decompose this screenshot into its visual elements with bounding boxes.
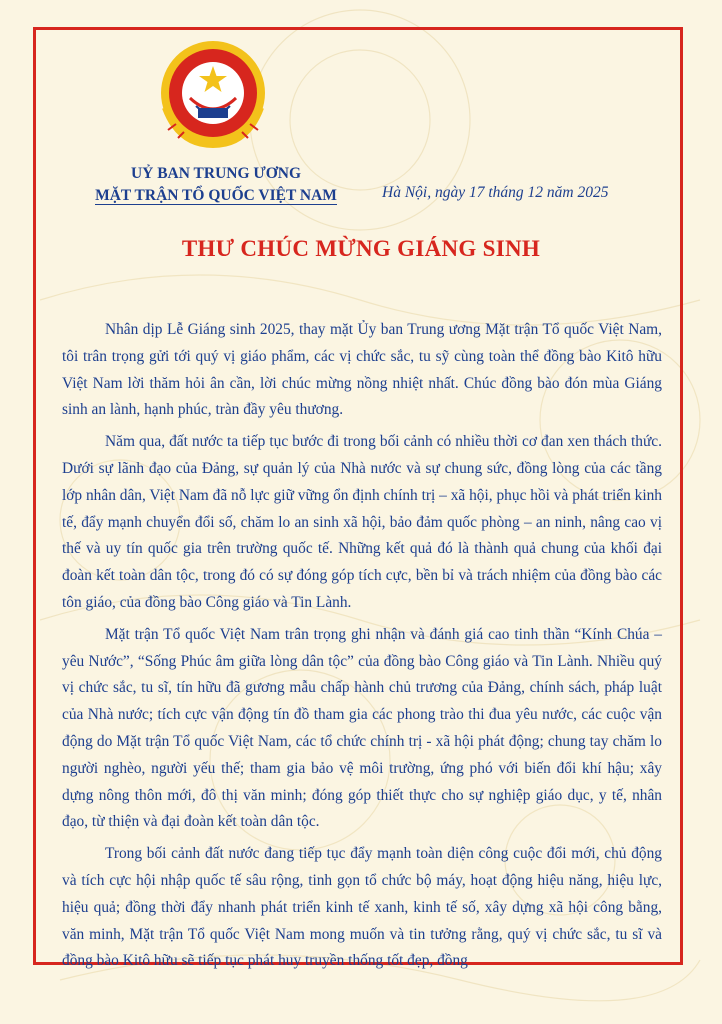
- paragraph: Năm qua, đất nước ta tiếp tục bước đi trong bối cảnh có nhiều thời cơ đan xen thách thức. Dưới sự lãnh đạo của Đảng, sự quản lý của Nhà nước và sự chung sức, đồng lòng của các tầng lớp nhân dân, Việt Nam đã nỗ lực giữ vững ổn định chính trị – xã hội, phục hồi và phát triển kinh tế, đẩy mạnh chuyển đổi số, chăm lo an sinh xã hội, bảo đảm quốc phòng – an ninh, nâng cao vị thế và uy tín quốc gia trên trường quốc tế. Những kết quả đó là thành quả chung của khối đại đoàn kết toàn dân tộc, trong đó có sự đóng góp tích cực, bền bỉ và trách nhiệm của đồng bào các tôn giáo, của đồng bào Công giáo và Tin Lành.: [62, 433, 662, 611]
- letter-title: THƯ CHÚC MỪNG GIÁNG SINH: [181, 236, 541, 261]
- paragraph: Mặt trận Tổ quốc Việt Nam trân trọng ghi nhận và đánh giá cao tinh thần “Kính Chúa – yêu Nước”, “Sống Phúc âm giữa lòng dân tộc” của đồng bào Công giáo và Tin Lành. Nhiều quý vị chức sắc, tu sĩ, tín hữu đã gương mẫu chấp hành chủ trương của Đảng, chính sách, pháp luật của Nhà nước; tích cực vận động tín đồ tham gia các phong trào thi đua yêu nước, các cuộc vận động do Mặt trận Tổ quốc Việt Nam, các tổ chức chính trị - xã hội phát động; chung tay chăm lo người nghèo, người yếu thế; tham gia bảo vệ môi trường, ứng phó với biến đổi khí hậu; xây dựng nông thôn mới, đô thị văn minh; đóng góp thiết thực cho sự nghiệp giáo dục, y tế, nhân đạo, từ thiện và đại đoàn kết toàn dân tộc.: [62, 625, 662, 831]
- org-line-1: UỶ BAN TRUNG ƯƠNG: [130, 165, 302, 182]
- paragraph: Nhân dịp Lễ Giáng sinh 2025, thay mặt Ủy ban Trung ương Mặt trận Tổ quốc Việt Nam, tôi trân trọng gửi tới quý vị giáo phẩm, các vị chức sắc, tu sỹ cùng toàn thể đồng bào Kitô hữu Việt Nam lời thăm hỏi ân cần, lời chúc mừng nồng nhiệt nhất. Chúc đồng bào đón mùa Giáng sinh an lành, hạnh phúc, tràn đầy yêu thương.: [62, 321, 662, 419]
- org-line-2-text: MẶT TRẬN TỔ QUỐC VIỆT NAM: [95, 187, 337, 204]
- emblem-logo: [158, 38, 268, 158]
- organization-name: [72, 163, 360, 207]
- paragraph: Trong bối cảnh đất nước đang tiếp tục đẩy mạnh toàn diện công cuộc đổi mới, chủ động và tích cực hội nhập quốc tế sâu rộng, tinh gọn tổ chức bộ máy, hoạt động hiệu năng, hiệu lực, hiệu quả; đồng thời đẩy nhanh phát triển kinh tế xanh, kinh tế số, xây dựng xã hội công bằng, văn minh, Mặt trận Tổ quốc Việt Nam mong muốn và tin tưởng rằng, quý vị chức sắc, tu sĩ và đồng bào Kitô hữu sẽ tiếp tục phát huy truyền thống tốt đẹp, đồng: [62, 845, 662, 970]
- org-line-2: [72, 185, 360, 207]
- dateline: Hà Nội, ngày 17 tháng 12 năm 2025: [382, 184, 609, 201]
- letter-body: [62, 317, 662, 980]
